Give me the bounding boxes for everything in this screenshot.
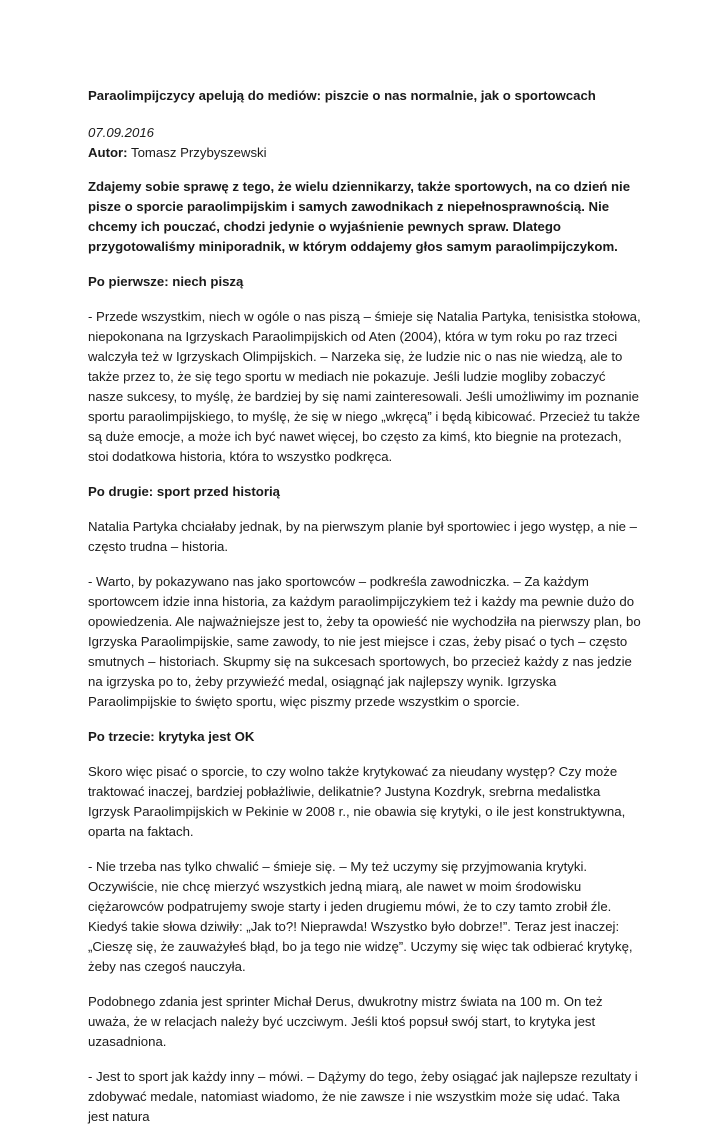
paragraph: - Przede wszystkim, niech w ogóle o nas piszą – śmieje się Natalia Partyka, tenisistka stołowa, niepokonana na Igrzyskach Paraolimpijskich od Aten (2004), która w tym roku po raz trzeci walczyła też w Igrzyskach Olimpijskich. – Narzeka się, że ludzie nic o nas nie wiedzą, ale to także przez to, że się tego sportu w mediach nie pokazuje. Jeśli ludzie mogliby zobaczyć nasze sukcesy, to myślę, że bardziej by się nami zainteresowali. Jeśli umożliwimy im poznanie sportu paraolimpijskiego, to myślę, że się w niego „wkręcą” i będą kibicować. Przecież tu także są duże emocje, a może ich być nawet więcej, bo często za kimś, kto biegnie na protezach, stoi dodatkowa historia, która to wszystko podkręca. xyxy=(88,309,641,464)
paragraph: Skoro więc pisać o sporcie, to czy wolno także krytykować za nieudany występ? Czy może traktować inaczej, bardziej pobłażliwie, delikatnie? Justyna Kozdryk, srebrna medalistka Igrzysk Paraolimpijskich w Pekinie w 2008 r., nie obawia się krytyki, o ile jest konstruktywna, oparta na faktach. xyxy=(88,764,626,839)
document-page xyxy=(88,86,644,1142)
author-label: Autor: xyxy=(88,145,128,160)
article-author xyxy=(88,143,644,163)
section-heading-2: Po drugie: sport przed historią xyxy=(88,484,280,499)
section-heading-1: Po pierwsze: niech piszą xyxy=(88,274,244,289)
paragraph: Podobnego zdania jest sprinter Michał Derus, dwukrotny mistrz świata na 100 m. On też uważa, że w relacjach należy być uczciwym. Jeśli ktoś popsuł swój start, to krytyka jest uzasadniona. xyxy=(88,994,603,1049)
paragraph: - Warto, by pokazywano nas jako sportowców – podkreśla zawodniczka. – Za każdym sportowcem idzie inna historia, za każdym paraolimpijczykiem też i każdy ma pewnie dużo do opowiedzenia. Ale najważniejsze jest to, żeby ta opowieść nie wychodziła na pierwszy plan, bo Igrzyska Paraolimpijskie, same zawody, to nie jest miejsce i czas, żeby pisać o tych – często smutnych – historiach. Skupmy się na sukcesach sportowych, bo przecież każdy z nas jedzie na igrzyska po to, żeby przywieźć medal, osiągnąć jak najlepszy wynik. Igrzyska Paraolimpijskie to święto sportu, więc piszmy przede wszystkim o sporcie. xyxy=(88,574,641,709)
author-name: Tomasz Przybyszewski xyxy=(131,145,267,160)
paragraph: Natalia Partyka chciałaby jednak, by na pierwszym planie był sportowiec i jego występ, a nie – często trudna – historia. xyxy=(88,519,638,554)
article-lead: Zdajemy sobie sprawę z tego, że wielu dziennikarzy, także sportowych, na co dzień nie pisze o sporcie paraolimpijskim i samych zawodnikach z niepełnosprawnością. Nie chcemy ich pouczać, chodzi jedynie o wyjaśnienie pewnych spraw. Dlatego przygotowaliśmy miniporadnik, w którym oddajemy głos samym paraolimpijczykom. xyxy=(88,179,631,254)
section-heading-3: Po trzecie: krytyka jest OK xyxy=(88,729,255,744)
paragraph: - Nie trzeba nas tylko chwalić – śmieje się. – My też uczymy się przyjmowania krytyki. Oczywiście, nie chcę mierzyć wszystkich jedną miarą, ale nawet w moim środowisku ciężarowców podpatrujemy swoje starty i jeden drugiemu mówi, że to czy tamto zrobił źle. Kiedyś takie słowa dziwiły: „Jak to?! Nieprawda! Wszystko było dobrze!”. Teraz jest inaczej: „Cieszę się, że zauważyłeś błąd, bo ja tego nie widzę”. Uczymy się więc tak odbierać krytykę, żeby nas czegoś nauczyła. xyxy=(88,859,633,974)
paragraph: - Jest to sport jak każdy inny – mówi. – Dążymy do tego, żeby osiągać jak najlepsze rezultaty i zdobywać medale, natomiast wiadomo, że nie zawsze i nie wszystkim może się udać. Taka jest natura xyxy=(88,1069,638,1124)
article-date: 07.09.2016 xyxy=(88,125,155,140)
article-title: Paraolimpijczycy apelują do mediów: piszcie o nas normalnie, jak o sportowcach xyxy=(88,88,596,103)
